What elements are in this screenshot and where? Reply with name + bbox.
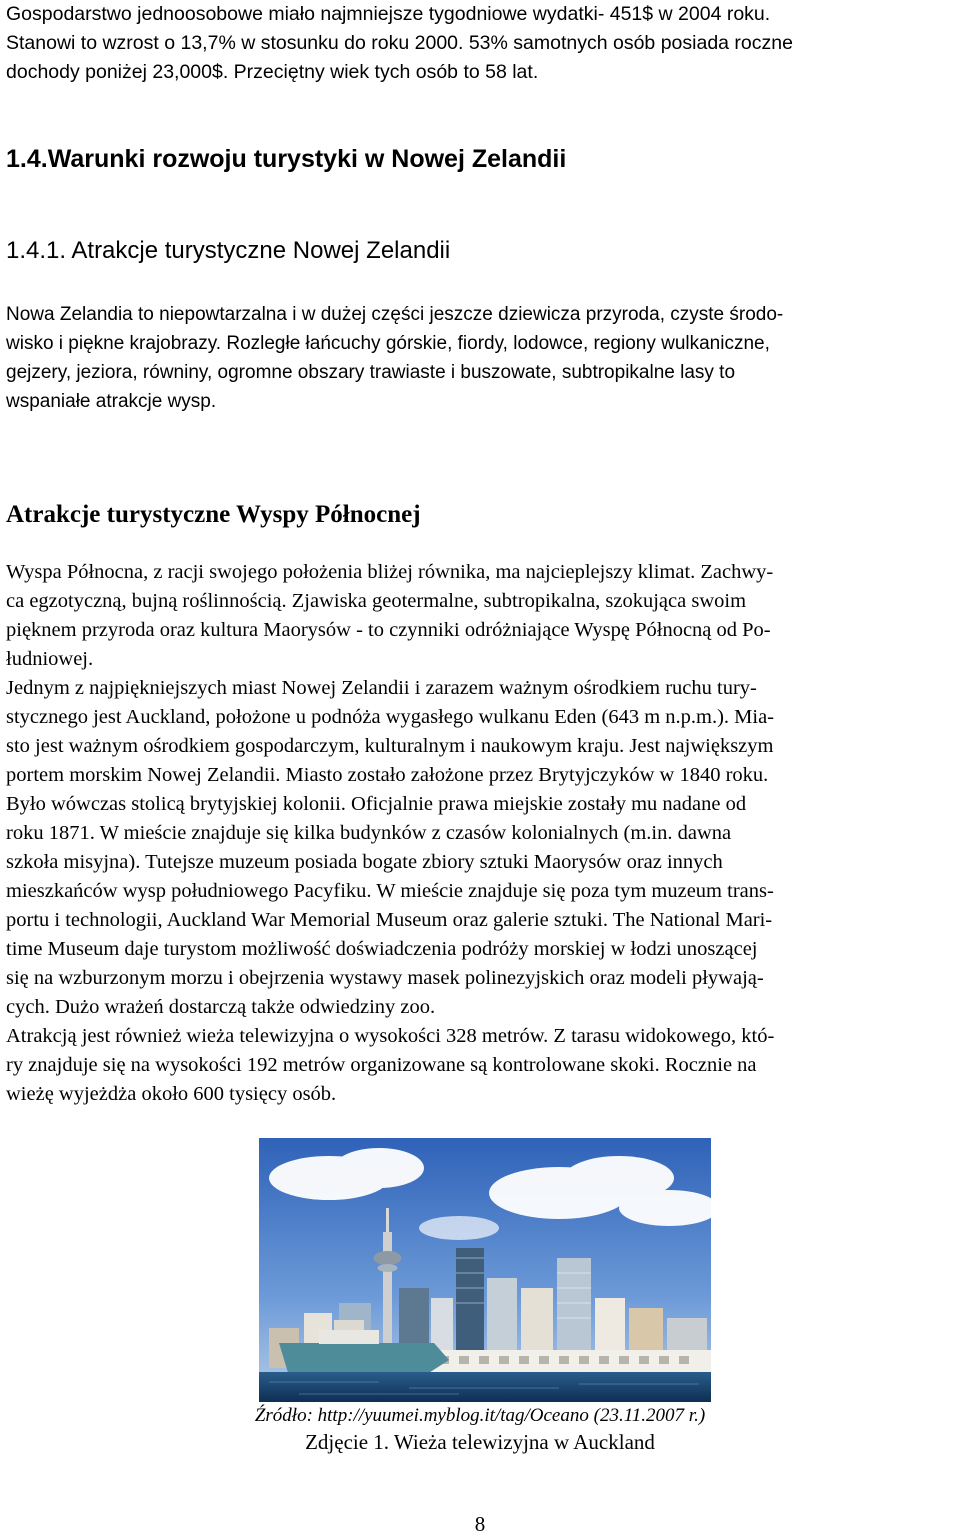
north-island-text [6,558,954,1109]
text-line: time Museum daje turystom możliwość doświadczenia podróży morskiej w łodzi unoszącej [6,938,758,960]
intro-line: Stanowi to wzrost o 13,7% w stosunku do roku 2000. 53% samotnych osób posiada roczne [6,32,793,54]
nature-paragraph [6,300,954,416]
subsection-heading: 1.4.1. Atrakcje turystyczne Nowej Zelandii [6,237,451,264]
text-line: wisko i piękne krajobrazy. Rozległe łańcuchy górskie, fiordy, lodowce, regiony wulkaniczne, [6,333,770,354]
intro-line: dochody poniżej 23,000$. Przeciętny wiek tych osób to 58 lat. [6,61,539,83]
text-line: szkoła misyjna). Tutejsze muzeum posiada bogate zbiory sztuki Maorysów oraz innych [6,851,723,873]
intro-line: Gospodarstwo jednoosobowe miało najmniejsze tygodniowe wydatki- 451$ w 2004 roku. [6,3,771,25]
photo-source: Źródło: http://yuumei.myblog.it/tag/Oceano (23.11.2007 r.) [254,1405,706,1426]
text-line: Było wówczas stolicą brytyjskiej kolonii. Oficjalnie prawa miejskie zostały mu nadane od [6,793,747,815]
text-line: ry znajduje się na wysokości 192 metrów organizowane są kontrolowane skoki. Rocznie na [6,1054,757,1076]
skyline-illustration [259,1138,711,1402]
text-line: ca egzotyczną, bujną roślinnością. Zjawiska geotermalne, subtropikalna, szokująca swoim [6,590,747,612]
page-number: 8 [474,1512,486,1536]
text-line: stycznego jest Auckland, położone u podnóża wygasłego wulkanu Eden (643 m n.p.m.). Mia- [6,706,775,728]
text-line: Nowa Zelandia to niepowtarzalna i w dużej części jeszcze dziewicza przyroda, czyste środo- [6,304,784,325]
text-line: wieżę wyjeżdża około 600 tysięcy osób. [6,1083,337,1105]
text-line: gejzery, jeziora, równiny, ogromne obszary trawiaste i buszowate, subtropikalne lasy to [6,362,736,383]
text-line: Jednym z najpiękniejszych miast Nowej Zelandii i zarazem ważnym ośrodkiem ruchu tury- [6,677,757,699]
text-line: wspaniałe atrakcje wysp. [6,391,217,412]
text-line: się na wzburzonym morzu i obejrzenia wystawy masek polinezyjskich oraz modeli pływają- [6,967,764,989]
text-line: roku 1871. W mieście znajduje się kilka budynków z czasów kolonialnych (m.in. dawna [6,822,732,844]
text-line: pięknem przyroda oraz kultura Maorysów - to czynniki odróżniające Wyspę Północną od Po- [6,619,771,641]
north-island-heading: Atrakcje turystyczne Wyspy Północnej [6,501,421,528]
text-line: mieszkańców wysp południowego Pacyfiku. W mieście znajduje się poza tym muzeum trans- [6,880,774,902]
intro-paragraph [6,0,954,87]
text-line: łudniowej. [6,648,94,670]
text-line: portu i technologii, Auckland War Memorial Museum oraz galerie sztuki. The National Mari- [6,909,773,931]
text-line: cych. Dużo wrażeń dostarczą także odwiedziny zoo. [6,996,436,1018]
text-line: Wyspa Północna, z racji swojego położenia bliżej równika, ma najcieplejszy klimat. Zachwy- [6,561,774,583]
auckland-skyline-photo [259,1138,711,1402]
section-heading: 1.4.Warunki rozwoju turystyki w Nowej Zelandii [6,145,567,173]
photo-caption: Zdjęcie 1. Wieża telewizyjna w Auckland [305,1430,655,1454]
text-line: portem morskim Nowej Zelandii. Miasto zostało założone przez Brytyjczyków w 1840 roku. [6,764,769,786]
text-line: Atrakcją jest również wieża telewizyjna o wysokości 328 metrów. Z tarasu widokowego, któ- [6,1025,775,1047]
text-line: sto jest ważnym ośrodkiem gospodarczym, kulturalnym i naukowym kraju. Jest największym [6,735,774,757]
